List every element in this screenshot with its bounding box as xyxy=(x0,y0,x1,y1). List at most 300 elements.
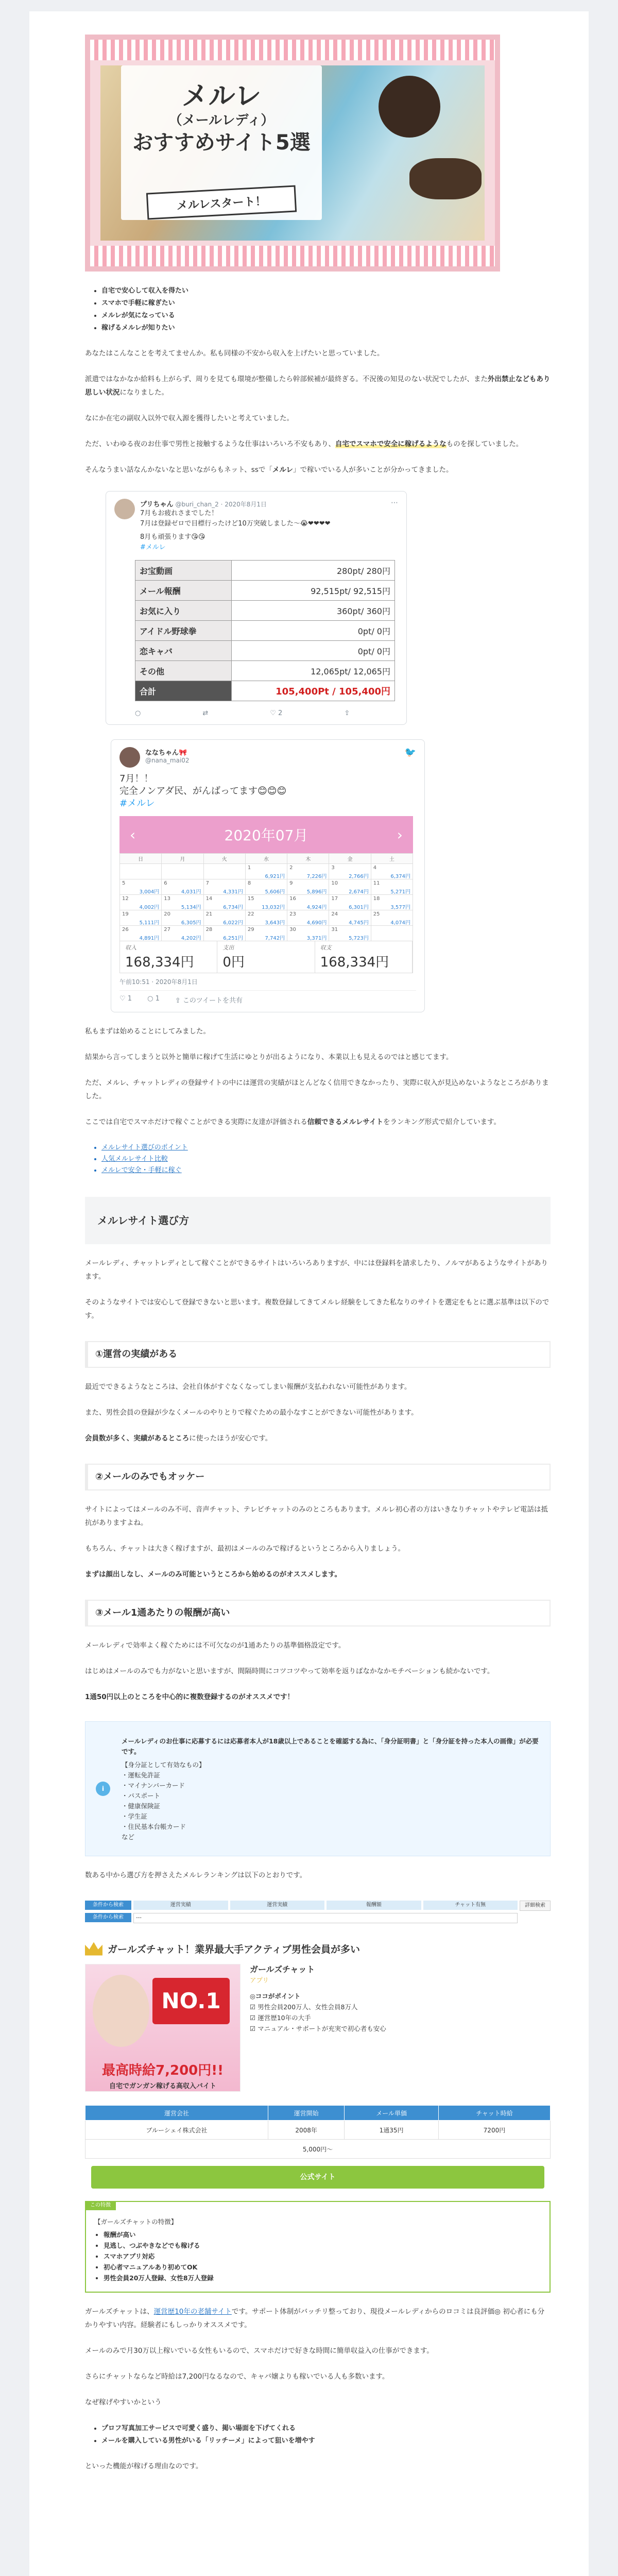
text: そんなうまい話なんかないなと思いながらもネット、ssで「 xyxy=(85,466,272,474)
paragraph: ただ、メルレ、チャットレディの登録サイトの中には運営の実績がほとんどなく信用できなかったり、実際に収入が見込めないようなところがありました。 xyxy=(85,1079,549,1100)
tweet-text-line: 7月もお疲れさまでした！ xyxy=(140,510,218,517)
calendar-grid xyxy=(119,853,413,941)
toc-link[interactable]: • メルレで安全・手軽に稼ぐ xyxy=(101,1165,551,1176)
day-amount: 5,606円 xyxy=(265,889,285,895)
day-number: 8 xyxy=(247,880,251,886)
list-item: など xyxy=(122,1833,135,1841)
info-heading: メールレディのお仕事に応募するには応募者本人が18歳以上であることを確認する為に、「身分証明書」と「身分証を持った本人の画像」が必要です。 xyxy=(122,1737,539,1755)
calendar-day[interactable] xyxy=(371,864,413,879)
paragraph: なにか在宅の副収入以外で収入源を獲得したいと考えていました。 xyxy=(85,414,294,422)
tweet-actions xyxy=(135,709,398,717)
table-cell: 360pt/ 360円 xyxy=(232,601,395,621)
paragraph: メールレディ、チャットレディとして稼ぐことができるサイトはいろいろありますが、中には登録料を請求したり、ノルマがあるようなサイトがあります。 xyxy=(85,1259,548,1281)
day-amount: 6,251円 xyxy=(223,936,243,941)
paragraph: また、男性会員の登録が少なくメールのやりとりで稼ぐための最小なすことができない可能性があります。 xyxy=(85,1409,418,1417)
day-amount: 4,074円 xyxy=(390,920,410,926)
banner-no1: NO.1 xyxy=(152,1978,230,2024)
day-amount: 6,022円 xyxy=(223,920,243,926)
list-item: • プロフ写真加工サービスで可愛く盛り、掲い場面を下げてくれる xyxy=(101,2422,551,2435)
list-item: ・健康保険証 xyxy=(122,1802,161,1810)
calendar-day[interactable] xyxy=(371,910,413,926)
paragraph: まずは顔出しなし、メールのみ可能というところから始めるのがオススメします。 xyxy=(85,1570,342,1579)
text: 」で稼いでいる人が多いことが分かってきました。 xyxy=(293,466,453,474)
list-item: • 男性会員20万人登録、女性8万人登録 xyxy=(104,2273,541,2283)
earnings-calendar xyxy=(119,816,413,973)
site-filter xyxy=(85,1901,551,1923)
text: に使ったほうが安心です。 xyxy=(189,1434,272,1443)
bold-text: 会員数が多く、実績があるところ xyxy=(85,1434,190,1443)
features-heading: 【ガールズチャットの特徴】 xyxy=(94,2218,178,2226)
point-item: ☑ 男性会員200万人、女性会員8万人 xyxy=(250,2003,358,2011)
tweet-header xyxy=(119,747,416,768)
summary-income xyxy=(120,941,217,973)
table-of-contents xyxy=(91,1142,551,1176)
day-amount: 4,002円 xyxy=(139,905,160,910)
point-text: マニュアル・サポートが充実で初心者も安心 xyxy=(258,2025,386,2032)
calendar-weekday: 月 xyxy=(162,854,203,864)
paragraph: はじめはメールのみでも力がないと思いますが、間隔時間にコツコツやって効率を返りばなかなかモチベーションも続かないです。 xyxy=(85,1667,494,1675)
id-document-list xyxy=(122,1760,540,1842)
banner-photo xyxy=(93,1975,149,2047)
paragraph xyxy=(85,437,551,451)
filter-option[interactable]: 運営実績 xyxy=(133,1901,228,1910)
hero-title-line3: おすすめサイト5選 xyxy=(132,131,311,155)
calendar-day[interactable] xyxy=(162,864,203,879)
day-number: 24 xyxy=(331,911,338,917)
hero-title-line2: （メールレディ） xyxy=(168,113,274,128)
tweet-text-line: 7月は登録ゼロで目標行ったけど10万突破しました〜😭❤❤❤❤ xyxy=(140,520,331,528)
reply-count: 1 xyxy=(155,995,160,1003)
author-handle: @nana_mai02 xyxy=(145,757,190,764)
paragraph: さらにチャットならなど時給は7,200円なるなので、キャバ嬢よりも稼いでいる人も多数います。 xyxy=(85,2372,389,2381)
point-text: 男性会員200万人、女性会員8万人 xyxy=(258,2003,358,2011)
filter-button[interactable]: 詳細検索 xyxy=(520,1901,551,1911)
calendar-day[interactable] xyxy=(329,864,371,879)
day-number: 7 xyxy=(205,880,209,886)
reasons-list xyxy=(101,2422,551,2447)
day-amount: 4,690円 xyxy=(306,920,327,926)
table-cell: 92,515pt/ 92,515円 xyxy=(232,581,395,601)
calendar-day[interactable] xyxy=(120,910,162,926)
table-cell: 0pt/ 0円 xyxy=(232,621,395,641)
retweet-icon[interactable]: ⇄ xyxy=(202,709,209,717)
calendar-title: 2020年07月 xyxy=(224,827,308,844)
author-name: プリちゃん xyxy=(140,501,174,509)
author-handle: @buri_chan_2 · 2020年8月1日 xyxy=(175,501,267,508)
share-icon[interactable]: ⇪ xyxy=(344,709,350,717)
paragraph: そのようなサイトでは安心して登録できないと思います。複数登録してきてメルレ経験をしてきた私なりのサイトを選定をもとに選ぶ基準は以下のです。 xyxy=(85,1298,550,1320)
day-number: 19 xyxy=(122,911,129,917)
paragraph xyxy=(85,463,551,477)
embedded-tweet-1 xyxy=(106,491,407,725)
day-amount: 3,577円 xyxy=(390,905,410,910)
list-item: ・パスポート xyxy=(122,1792,161,1800)
day-amount: 7,742円 xyxy=(265,936,285,941)
text: ガールズチャットは、 xyxy=(85,2308,154,2316)
day-number: 4 xyxy=(373,865,377,871)
subsection-heading: ②メールのみでもオッケー xyxy=(85,1464,551,1490)
reply-icon[interactable]: ○ xyxy=(135,709,141,717)
paragraph: 1通50円以上のところを中心的に複数登録するのがオススメです！ xyxy=(85,1693,295,1701)
day-number: 31 xyxy=(331,927,338,933)
day-number: 29 xyxy=(247,927,254,933)
filter-option[interactable]: チャット有無 xyxy=(423,1901,518,1910)
table-cell: 恋キャバ xyxy=(135,641,232,661)
day-amount: 5,111円 xyxy=(139,920,160,926)
paragraph: なぜ稼げやすいかという xyxy=(85,2398,162,2406)
chevron-right-icon[interactable]: › xyxy=(397,826,403,843)
official-site-button[interactable]: 公式サイト xyxy=(91,2166,544,2189)
ranking-title xyxy=(85,1942,551,1956)
hero-deco-bag xyxy=(409,158,482,199)
day-amount: 5,723円 xyxy=(349,936,369,941)
paragraph: 結果から言ってしまうと以外と簡単に稼げて生活にゆとりが出るようになり、本業以上も見えるのではと感じてます。 xyxy=(85,1053,453,1061)
day-number: 2 xyxy=(289,865,293,871)
paragraph: もちろん、チャットは大きく稼げますが、最初はメールのみで稼げるというところから入りましょう。 xyxy=(85,1545,405,1553)
table-cell: 2008年 xyxy=(268,2121,344,2140)
like-button[interactable]: ♡ 2 xyxy=(270,709,283,717)
site-info xyxy=(250,1964,551,2092)
day-number: 15 xyxy=(247,896,254,902)
table-header: 運営開始 xyxy=(268,2106,344,2121)
table-cell: アイドル野球拳 xyxy=(135,621,232,641)
section-heading: メルレサイト選び方 xyxy=(85,1197,551,1244)
day-amount: 2,674円 xyxy=(349,889,369,895)
paragraph: 数ある中から選び方を押さえたメルレランキングは以下のとおりです。 xyxy=(85,1871,307,1879)
site-name: ガールズチャット xyxy=(250,1964,315,1974)
day-amount: 4,891円 xyxy=(139,936,160,941)
summary-label: 収支 xyxy=(320,944,332,951)
calendar-day[interactable] xyxy=(371,879,413,895)
calendar-weekday: 火 xyxy=(204,854,246,864)
site-type: アプリ xyxy=(250,1976,269,1984)
list-item: 【身分証として有効なもの】 xyxy=(122,1761,205,1769)
point-item: ☑ マニュアル・サポートが充実で初心者も安心 xyxy=(250,2025,386,2032)
list-item: • メルレが気になっている xyxy=(101,310,551,322)
table-cell: その他 xyxy=(135,661,232,681)
site-spec-table xyxy=(85,2105,551,2159)
article-page xyxy=(29,11,589,2576)
day-number: 10 xyxy=(331,880,338,886)
toc-link[interactable]: • 人気メルレサイト比較 xyxy=(101,1154,551,1165)
calendar-day[interactable] xyxy=(371,895,413,910)
tweet-header xyxy=(114,499,398,553)
list-item: ・運転免許証 xyxy=(122,1771,161,1779)
table-row xyxy=(135,601,395,621)
paragraph: 最近でできるようなところは、会社自体がすぐなくなってしまい報酬が支払われない可能性があります。 xyxy=(85,1383,411,1391)
table-row xyxy=(135,561,395,581)
day-number: 27 xyxy=(164,927,171,933)
calendar-day[interactable] xyxy=(162,879,203,895)
calendar-day[interactable] xyxy=(287,879,329,895)
avatar[interactable] xyxy=(114,499,135,519)
filter-label: 条件から検索 xyxy=(85,1913,131,1922)
day-amount: 13,032円 xyxy=(262,905,285,910)
subsection-heading: ③メール1通あたりの報酬が高い xyxy=(85,1600,551,1626)
calendar-day[interactable] xyxy=(329,895,371,910)
day-amount: 7,226円 xyxy=(306,874,327,879)
calendar-day[interactable] xyxy=(162,895,203,910)
paragraph: サイトによってはメールのみ不可、音声チャット、テレビチャットのみのところもあります。メルレ初心者の方はいきなりチャットやテレビ電話は抵抗がありますよね。 xyxy=(85,1505,548,1527)
day-number: 1 xyxy=(247,865,251,871)
day-number: 11 xyxy=(373,880,380,886)
points-heading: ◎ココがポイント xyxy=(250,1992,301,2000)
info-box xyxy=(85,1721,551,1856)
day-number: 16 xyxy=(289,896,296,902)
summary-balance xyxy=(315,941,413,973)
filter-option[interactable]: 運営実績 xyxy=(230,1901,325,1910)
day-number: 25 xyxy=(373,911,380,917)
day-amount: 2,766円 xyxy=(349,874,369,879)
text: ただ、いわゆる夜のお仕事で男性と接触するような仕事はいろいろ不安もあり、 xyxy=(85,440,335,448)
day-amount: 3,643円 xyxy=(265,920,285,926)
table-row xyxy=(135,641,395,661)
author-name[interactable]: ななちゃん🎀 xyxy=(145,749,187,757)
day-amount: 4,924円 xyxy=(306,905,327,910)
calendar-day[interactable] xyxy=(329,926,371,941)
table-cell: 1通35円 xyxy=(345,2121,439,2140)
table-cell: ブルーシェイ株式会社 xyxy=(85,2121,268,2140)
bold-text: メルレ xyxy=(272,466,294,474)
hashtag-link[interactable]: #メルレ xyxy=(140,544,166,551)
features-box xyxy=(85,2201,551,2293)
day-amount: 4,745円 xyxy=(349,920,369,926)
highlight-text: 自宅でスマホで安全に稼げるような xyxy=(335,440,447,448)
day-number: 5 xyxy=(122,880,126,886)
summary-value: 168,334円 xyxy=(125,955,194,970)
tweet-text-line: 完全ノンアダ民、がんばってます😊😊😊 xyxy=(119,786,287,796)
table-header: チャット時給 xyxy=(438,2106,550,2121)
day-number: 18 xyxy=(373,896,380,902)
calendar-day[interactable] xyxy=(120,926,162,941)
calendar-day[interactable] xyxy=(246,926,287,941)
table-header: メール単価 xyxy=(345,2106,439,2121)
table-cell: 12,065pt/ 12,065円 xyxy=(232,661,395,681)
calendar-day[interactable] xyxy=(329,910,371,926)
table-row xyxy=(135,581,395,601)
text: です。サポート体制がバッチリ整っており、現役メールレディからのロコミは良評価◎ 初心者にも分かりやすい内容。経験者にもしっかりオススメです。 xyxy=(85,2308,545,2329)
table-row xyxy=(135,661,395,681)
hashtag-link[interactable]: #メルレ xyxy=(119,798,155,809)
avatar[interactable] xyxy=(119,747,140,768)
bold-text: 外出禁止などもあり思しい状況 xyxy=(85,375,551,397)
summary-label: 収入 xyxy=(125,944,136,951)
paragraph: あなたはこんなことを考えてませんか。私も同様の不安から収入を上げたいと思っていました。 xyxy=(85,349,384,358)
day-number: 6 xyxy=(164,880,167,886)
like-count: 1 xyxy=(127,995,132,1003)
table-row xyxy=(135,621,395,641)
calendar-day[interactable] xyxy=(246,879,287,895)
day-number: 17 xyxy=(331,896,338,902)
day-number: 13 xyxy=(164,896,171,902)
twitter-bird-icon[interactable]: 🐦 xyxy=(404,747,416,758)
more-icon[interactable]: ⋯ xyxy=(391,499,398,507)
list-item: • 稼げるメルレが知りたい xyxy=(101,322,551,334)
site-banner[interactable] xyxy=(85,1964,241,2092)
hero-stripe-bottom xyxy=(90,246,495,266)
day-amount: 4,202円 xyxy=(181,936,201,941)
calendar-weekday: 土 xyxy=(371,854,413,864)
day-amount: 3,371円 xyxy=(306,936,327,941)
share-button[interactable]: ⇪ このツイートを共有 xyxy=(175,997,243,1005)
intro-bullets xyxy=(101,285,551,334)
calendar-day[interactable] xyxy=(287,895,329,910)
list-item: ・住民基本台帳カード xyxy=(122,1823,186,1831)
inline-link[interactable]: 運営歴10年の老舗サイト xyxy=(153,2308,232,2316)
table-cell: 5,000円〜 xyxy=(85,2140,551,2159)
list-item: ・学生証 xyxy=(122,1812,148,1820)
text: 派遣ではなかなか給料も上がらず、周りを見ても環境が整備したら幹部候補が最終ぎる。不況後の知見のない状況でしたが、また xyxy=(85,375,488,383)
calendar-day[interactable] xyxy=(246,864,287,879)
calendar-day[interactable] xyxy=(287,910,329,926)
day-amount: 5,896円 xyxy=(306,889,327,895)
crown-icon xyxy=(85,1942,102,1956)
calendar-weekday: 金 xyxy=(329,854,371,864)
hero-deco-hat xyxy=(379,76,440,138)
paragraph xyxy=(85,2305,551,2332)
calendar-weekday: 水 xyxy=(246,854,287,864)
day-amount: 6,921円 xyxy=(265,874,285,879)
day-amount: 6,734円 xyxy=(223,905,243,910)
day-number: 20 xyxy=(164,911,171,917)
calendar-day[interactable] xyxy=(162,926,203,941)
calendar-day[interactable] xyxy=(204,910,246,926)
calendar-summary xyxy=(119,941,413,973)
calendar-day[interactable] xyxy=(287,864,329,879)
table-cell: 280pt/ 280円 xyxy=(232,561,395,581)
calendar-day[interactable] xyxy=(120,879,162,895)
summary-value: 168,334円 xyxy=(320,955,389,970)
calendar-weekday: 木 xyxy=(287,854,329,864)
tweet-text-line: 7月！！ xyxy=(119,773,153,784)
calendar-day[interactable] xyxy=(246,895,287,910)
hero-cta-label: メルレスタート！ xyxy=(146,185,297,219)
list-item: • スマホアプリ対応 xyxy=(104,2251,541,2262)
table-cell: お気に入り xyxy=(135,601,232,621)
toc-link[interactable]: • メルレサイト選びのポイント xyxy=(101,1142,551,1154)
day-amount: 6,374円 xyxy=(390,874,410,879)
ranking-item xyxy=(85,1964,551,2092)
banner-subtitle: 自宅でガンガン稼げる高収入バイト xyxy=(109,2082,216,2090)
list-item: • メールを購入している男性がいる「リッチーメ」によって狙いを増やす xyxy=(101,2435,551,2447)
calendar-day[interactable] xyxy=(246,910,287,926)
calendar-day[interactable] xyxy=(204,895,246,910)
reply-button[interactable]: ○ 1 xyxy=(147,995,160,1003)
like-button[interactable]: ♡ 1 xyxy=(119,995,132,1003)
table-row xyxy=(85,2121,551,2140)
paragraph: メールレディで効率よく稼ぐためには不可欠なのが1通あたりの基準価格設定です。 xyxy=(85,1641,346,1650)
paragraph: 私もまずは始めることにしてみました。 xyxy=(85,1027,210,1036)
calendar-day[interactable] xyxy=(329,879,371,895)
day-amount: 4,031円 xyxy=(181,889,201,895)
calendar-day[interactable] xyxy=(120,895,162,910)
day-number: 21 xyxy=(205,911,213,917)
list-item: • 見逃し、つぶやきなどでも稼げる xyxy=(104,2240,541,2251)
bold-text: 信頼できるメルレサイト xyxy=(307,1118,383,1126)
banner-money: 最高時給7,200円!! xyxy=(102,2063,224,2078)
table-cell: お宝動画 xyxy=(135,561,232,581)
like-count: 2 xyxy=(278,709,283,717)
tweet-actions xyxy=(119,990,416,1005)
text: ものを探していました。 xyxy=(446,440,523,448)
calendar-day[interactable] xyxy=(204,879,246,895)
summary-value: 0円 xyxy=(222,955,245,970)
day-number: 14 xyxy=(205,896,213,902)
calendar-day[interactable] xyxy=(162,910,203,926)
day-amount: 3,004円 xyxy=(139,889,160,895)
list-item: ・マイナンバーカード xyxy=(122,1782,185,1789)
paragraph xyxy=(85,1432,551,1445)
calendar-day[interactable] xyxy=(287,926,329,941)
calendar-day[interactable] xyxy=(204,864,246,879)
table-row xyxy=(135,681,395,701)
summary-expense xyxy=(217,941,315,973)
paragraph xyxy=(85,372,551,399)
info-icon: i xyxy=(96,1782,110,1796)
earnings-table xyxy=(135,560,395,701)
tweet-timestamp[interactable]: 午前10:51 · 2020年8月1日 xyxy=(119,978,198,986)
day-number: 23 xyxy=(289,911,296,917)
list-item: • スマホで手軽に稼ぎたい xyxy=(101,297,551,310)
summary-label: 支出 xyxy=(222,944,234,951)
hero-stripe-top xyxy=(90,40,495,60)
filter-label: 条件から検索 xyxy=(85,1901,131,1910)
calendar-weekday: 日 xyxy=(120,854,162,864)
day-amount: 5,271円 xyxy=(390,889,410,895)
calendar-day[interactable] xyxy=(204,926,246,941)
paragraph: メールのみで月30万以上稼いでいる女性もいるので、スマホだけで好きな時間に簡単収益入の仕事ができます。 xyxy=(85,2347,434,2355)
text: ここでは自宅でスマホだけで稼ぐことができる実際に友達が評価される xyxy=(85,1118,307,1126)
table-cell: 0pt/ 0円 xyxy=(232,641,395,661)
day-number: 30 xyxy=(289,927,296,933)
filter-option[interactable]: 報酬額 xyxy=(327,1901,421,1910)
tweet-author[interactable] xyxy=(140,499,331,509)
share-label: このツイートを共有 xyxy=(182,997,243,1005)
text: をランキング形式で紹介しています。 xyxy=(383,1118,501,1126)
filter-select[interactable]: --- xyxy=(133,1913,518,1923)
ranking-title-text: ガールズチャット！業界最大手アクティブ男性会員が多い xyxy=(108,1944,360,1955)
hero-banner xyxy=(85,35,500,272)
calendar-day[interactable] xyxy=(120,864,162,879)
features-list xyxy=(94,2229,541,2283)
day-amount: 4,331円 xyxy=(223,889,243,895)
subsection-heading: ①運営の実績がある xyxy=(85,1341,551,1368)
tweet-text-line: 8月も頑張ります😘😘 xyxy=(140,533,205,541)
chevron-left-icon[interactable]: ‹ xyxy=(130,826,136,843)
list-item: • 報酬が高い xyxy=(104,2229,541,2240)
list-item: • 自宅で安心して収入を得たい xyxy=(101,285,551,297)
table-row xyxy=(85,2106,551,2121)
hero-title-line1: メルレ xyxy=(181,81,262,112)
calendar-day[interactable] xyxy=(371,926,413,941)
day-number: 22 xyxy=(247,911,254,917)
table-header: 運営会社 xyxy=(85,2106,268,2121)
paragraph xyxy=(85,1115,551,1129)
day-number: 9 xyxy=(289,880,293,886)
list-item: • 初心者マニュアルあり初めてOK xyxy=(104,2262,541,2273)
table-cell: 合計 xyxy=(135,681,232,701)
paragraph: といった機能が稼げる理由なのです。 xyxy=(85,2462,203,2470)
table-cell: メール報酬 xyxy=(135,581,232,601)
features-tag: この特徴 xyxy=(85,2201,116,2210)
day-number: 28 xyxy=(205,927,213,933)
day-amount: 5,134円 xyxy=(181,905,201,910)
day-number: 12 xyxy=(122,896,129,902)
table-cell: 105,400Pt / 105,400円 xyxy=(232,681,395,701)
point-text: 運営歴10年の大手 xyxy=(258,2014,311,2022)
hero-title xyxy=(121,81,322,156)
day-amount: 6,301円 xyxy=(349,905,369,910)
